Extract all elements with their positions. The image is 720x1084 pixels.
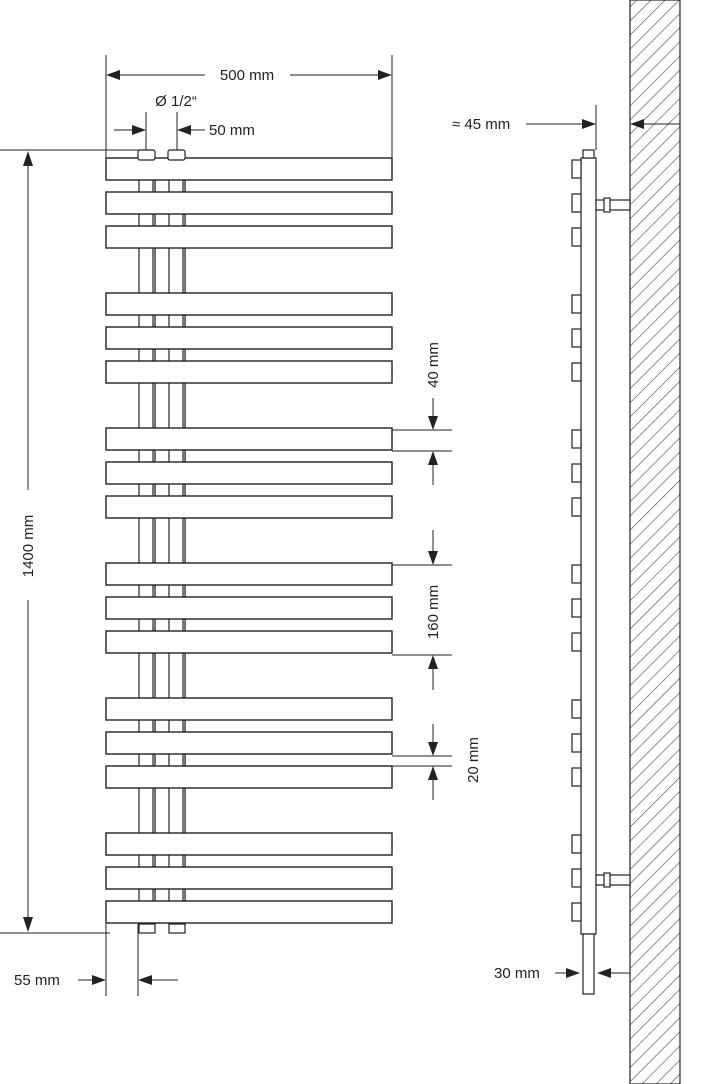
towel-bar — [106, 766, 392, 788]
group-gap-dimension — [392, 530, 452, 690]
side-bar-end — [572, 464, 581, 482]
towel-bar — [106, 597, 392, 619]
side-bottom-cap — [583, 934, 594, 994]
towel-bar — [106, 293, 392, 315]
pipe-stub-right — [169, 924, 185, 933]
bar-gap-label: 40 mm — [425, 342, 442, 388]
towel-bar — [106, 226, 392, 248]
wall-distance-label: ≈ 45 mm — [452, 116, 511, 133]
side-collector — [581, 158, 596, 934]
offset-left-label: 55 mm — [14, 972, 60, 989]
side-bar-end — [572, 869, 581, 887]
side-bar-end — [572, 329, 581, 347]
wall-bracket-bottom — [596, 873, 630, 887]
towel-bar — [106, 496, 392, 518]
towel-bar — [106, 428, 392, 450]
side-bar-end — [572, 565, 581, 583]
side-bar-end — [572, 633, 581, 651]
side-bar-end — [572, 295, 581, 313]
towel-bar — [106, 901, 392, 923]
height-label: 1400 mm — [20, 514, 37, 578]
height-dimension — [0, 150, 140, 933]
pipe-spacing-label: 50 mm — [209, 122, 255, 139]
side-bar-end — [572, 194, 581, 212]
side-view — [452, 0, 680, 1084]
towel-bar — [106, 462, 392, 484]
side-bar-end — [572, 700, 581, 718]
towel-bar — [106, 361, 392, 383]
towel-bar — [106, 192, 392, 214]
side-bar-end — [572, 498, 581, 516]
side-bar-end — [572, 160, 581, 178]
towel-bar — [106, 867, 392, 889]
side-bar-end — [572, 430, 581, 448]
towel-bar — [106, 327, 392, 349]
side-bar-ends — [572, 160, 581, 921]
wall-hatched — [630, 0, 680, 1084]
bar-height-label: 20 mm — [465, 737, 482, 783]
bar-gap-dimension — [392, 342, 452, 485]
front-view — [0, 55, 482, 996]
depth-label: 30 mm — [494, 965, 540, 982]
pipe-diameter-label: Ø 1/2“ — [155, 93, 197, 110]
bar-height-dimension — [392, 724, 482, 800]
towel-bar — [106, 833, 392, 855]
towel-bar — [106, 698, 392, 720]
group-gap-label: 160 mm — [425, 584, 442, 640]
depth-dimension — [494, 965, 630, 982]
side-bar-end — [572, 599, 581, 617]
side-bar-end — [572, 363, 581, 381]
pipe-stub-left — [139, 924, 155, 933]
towel-bar — [106, 158, 392, 180]
offset-left-dimension — [14, 924, 178, 996]
side-bar-end — [572, 768, 581, 786]
width-dimension — [106, 55, 392, 158]
side-bar-end — [572, 903, 581, 921]
towel-bar — [106, 732, 392, 754]
side-bar-end — [572, 228, 581, 246]
pipe-dimension — [114, 93, 255, 150]
towel-bar — [106, 631, 392, 653]
towel-bar — [106, 563, 392, 585]
pipe-connector-left — [138, 150, 155, 160]
side-bar-end — [572, 835, 581, 853]
vertical-pipes — [139, 158, 185, 924]
side-top-cap — [583, 150, 594, 158]
vertical-pipe — [183, 158, 185, 924]
width-label: 500 mm — [219, 67, 275, 84]
pipe-connector-right — [168, 150, 185, 160]
vertical-pipe — [153, 158, 155, 924]
side-bar-end — [572, 734, 581, 752]
wall-bracket-top — [596, 198, 630, 212]
